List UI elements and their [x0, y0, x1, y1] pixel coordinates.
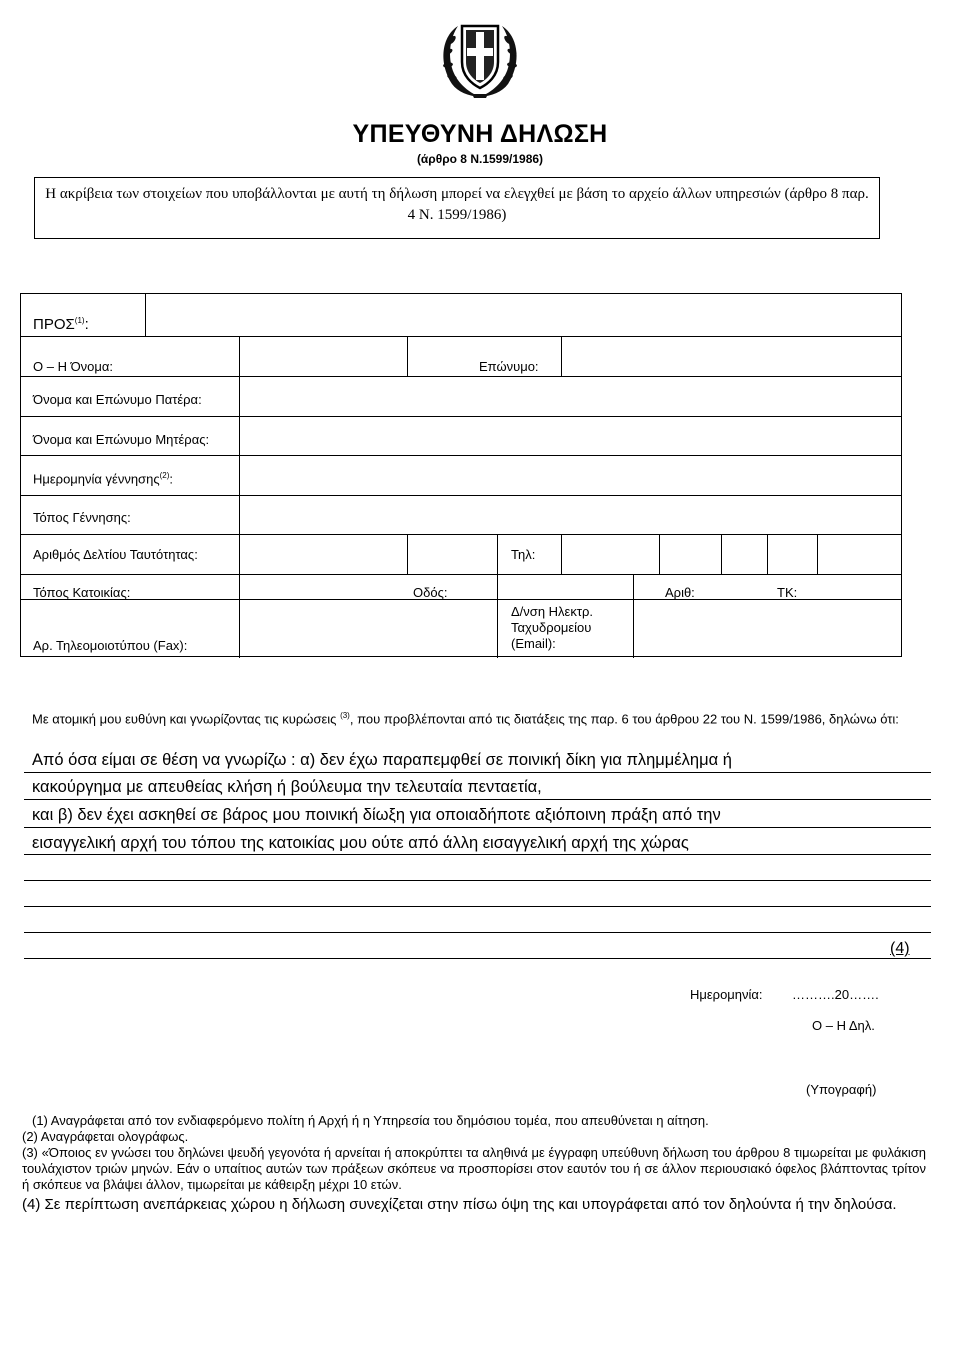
footnote-3: (3) «Όποιος εν γνώσει του δηλώνει ψευδή γεγονότα ή αρνείται ή αποκρύπτει τα αληθινά με έγγραφη υπεύθυνη δήλωση του άρθρου 8 τιμωρείται με φυλάκιση τουλάχιστον τριών μηνών. Εάν ο υπαίτιος αυτών των πράξεων σκόπευε να προσπορίσει στον εαυτόν του ή σε άλλον περιουσιακό όφελος βλάπτοντας τρίτον ή σκόπευε να βλάψει άλλον, τιμωρείται με κάθειρξη μέχρι 10 ετών. [22, 1145, 926, 1192]
accuracy-notice: Η ακρίβεια των στοιχείων που υποβάλλονται με αυτή τη δήλωση μπορεί να ελεγχθεί με βάση το αρχείο άλλων υπηρεσιών (άρθρο 8 παρ. 4 Ν. 1599/1986) [34, 177, 880, 239]
page-subtitle: (άρθρο 8 Ν.1599/1986) [416, 152, 544, 166]
birthplace-label: Τόπος Γέννησης: [33, 510, 131, 525]
father-name-label: Όνομα και Επώνυμο Πατέρα: [33, 392, 202, 407]
declaration-line-1: Από όσα είμαι σε θέση να γνωρίζω : α) δεν έχω παραπεμφθεί σε ποινική δίκη για πλημμέλημα ή [32, 751, 732, 769]
mother-name-label: Όνομα και Επώνυμο Μητέρας: [33, 432, 210, 447]
residence-label: Τόπος Κατοικίας: [33, 585, 131, 600]
postal-code-label: ΤΚ: [777, 585, 798, 600]
pros-label: ΠΡΟΣ$^{(1)}$: [33, 316, 89, 333]
signature-label: (Υπογραφή) [806, 1082, 877, 1097]
declaration-line-3: και β) δεν έχει ασκηθεί σε βάρος μου ποινική δίωξη για οποιαδήποτε αξιόποινη πράξη από την [32, 806, 721, 824]
personal-details-form [20, 293, 902, 657]
footnotes [22, 1113, 926, 1214]
fax-label: Αρ. Τηλεομοιοτύπου (Fax): [33, 638, 188, 653]
greek-coat-of-arms-icon [428, 18, 532, 100]
footnote-1: (1) Αναγράφεται από τον ενδιαφερόμενο πολίτη ή Αρχή ή η Υπηρεσία του δημόσιου τομέα, που απευθύνεται η αίτηση. [32, 1113, 709, 1128]
phone-label: Τηλ: [511, 547, 536, 562]
page-title: ΥΠΕΥΘΥΝΗ ΔΗΛΩΣΗ [352, 120, 608, 148]
declaration-line-2: κακούργημα με απευθείας κλήση ή βούλευμα την τελευταία πενταετία, [32, 778, 542, 796]
footnote-2: (2) Αναγράφεται ολογράφως. [22, 1129, 189, 1144]
first-name-label: Ο – Η Όνομα: [33, 359, 113, 374]
declaration-line-4: εισαγγελική αρχή του τόπου της κατοικίας μου ούτε από άλλη εισαγγελική αρχή της χώρας [32, 834, 689, 852]
birthdate-label: Ημερομηνία γέννησης$^{(2)}$: [33, 471, 173, 487]
street-number-label: Αριθ: [665, 585, 695, 600]
date-label: Ημερομηνία: [690, 987, 763, 1002]
declaration-intro: Με ατομική μου ευθύνη και γνωρίζοντας τις κυρώσεις $^{(3)}$, που προβλέπονται από τις διατάξεις της παρ. 6 του άρθρου 22 του Ν. 1599/1986, δηλώνω ότι: [32, 711, 899, 727]
note-4-reference: (4) [890, 940, 910, 957]
id-number-label: Αριθμός Δελτίου Ταυτότητας: [33, 547, 198, 562]
email-label: Δ/νση Ηλεκτρ. Ταχυδρομείου (Email): [511, 604, 593, 651]
street-label: Οδός: [413, 585, 448, 600]
surname-label: Επώνυμο: [479, 359, 539, 374]
declarant-label: Ο – Η Δηλ. [812, 1018, 875, 1033]
footnote-4: (4) Σε περίπτωση ανεπάρκειας χώρου η δήλωση συνεχίζεται στην πίσω όψη της και υπογράφεται από τον δηλούντα ή την δηλούσα. [22, 1196, 897, 1213]
date-value: ……….20……. [792, 987, 879, 1002]
